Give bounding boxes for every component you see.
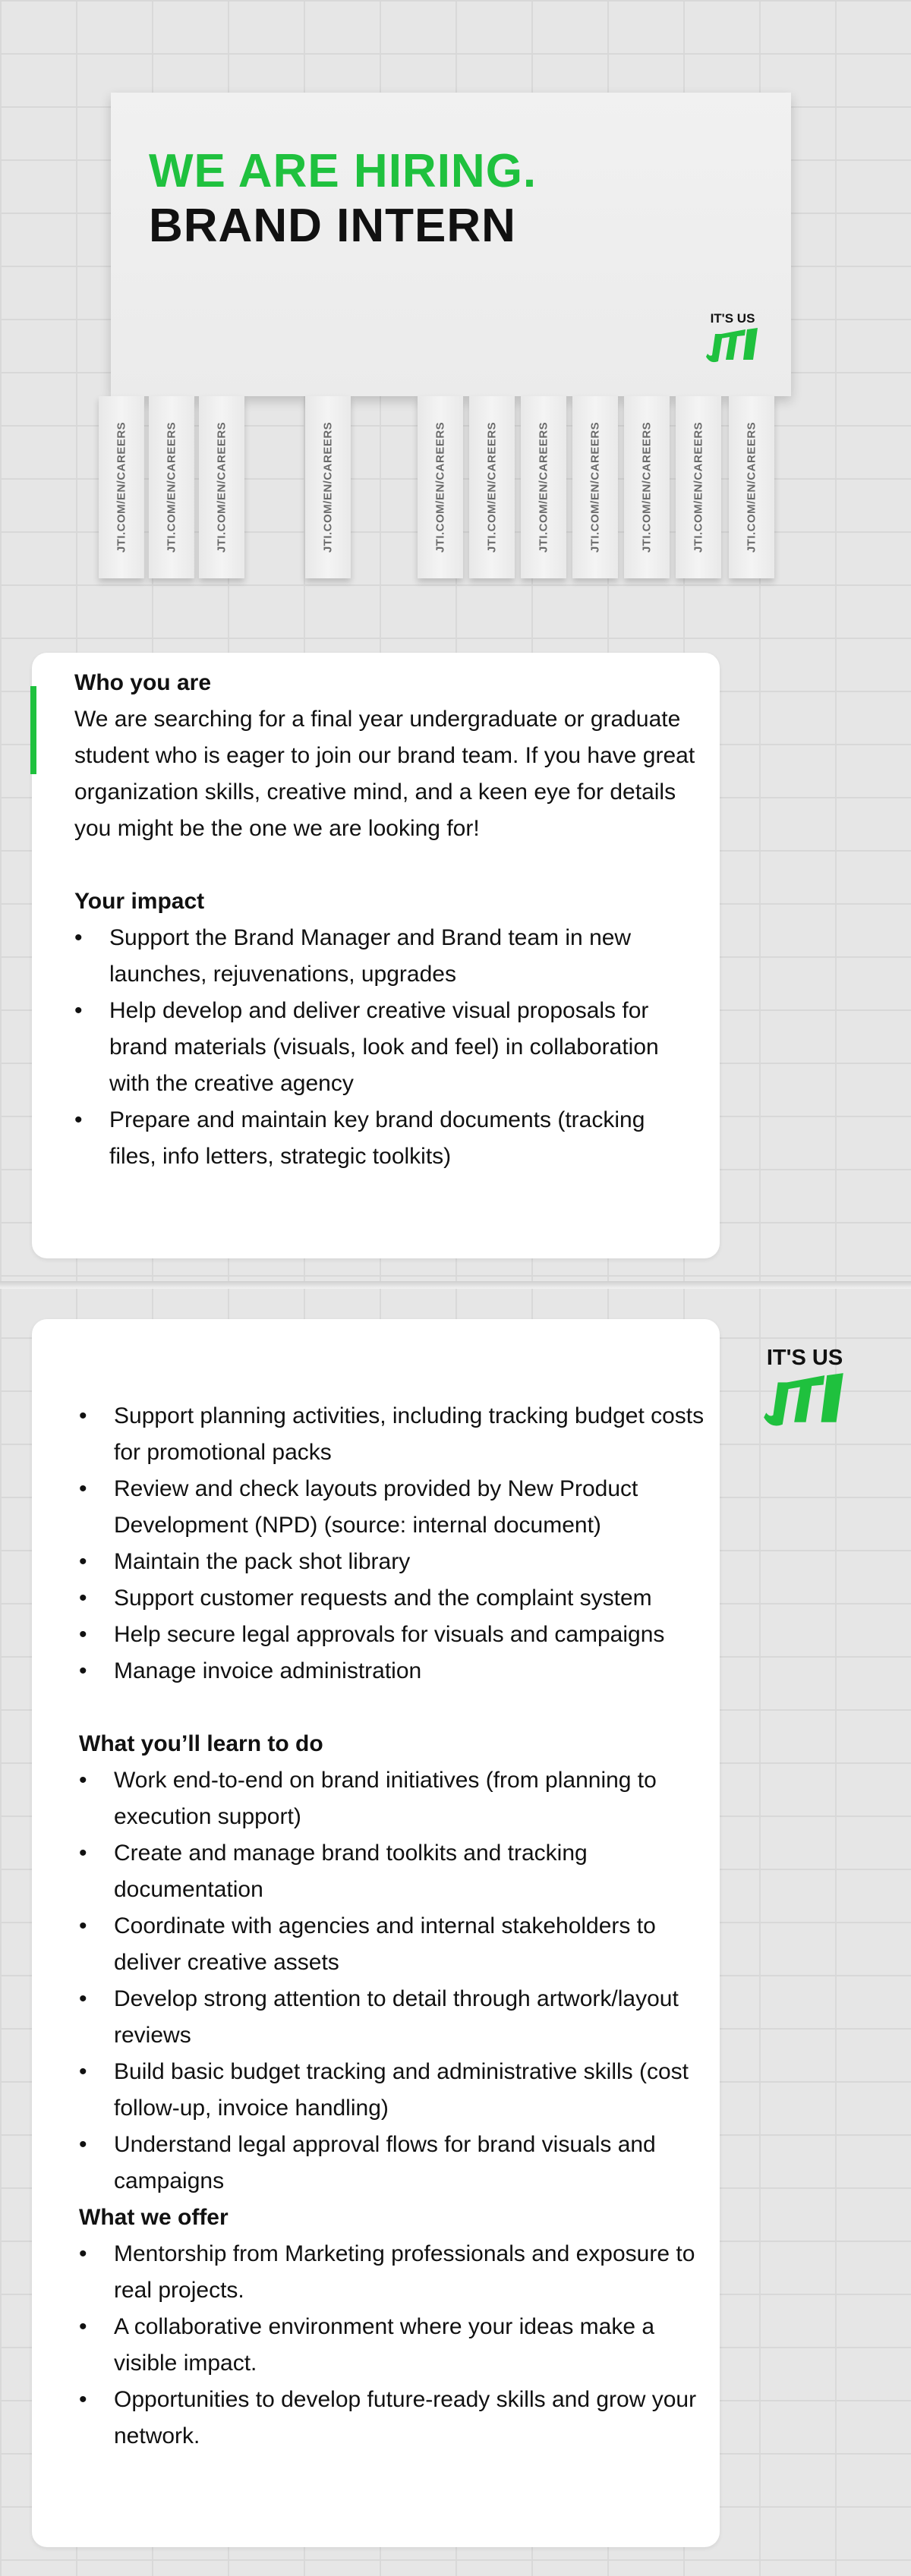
accent-bar <box>30 686 36 774</box>
tear-off-tab: JTI.COM/EN/CAREERS <box>305 396 351 578</box>
tear-off-tab: JTI.COM/EN/CAREERS <box>149 396 194 578</box>
tear-off-tab: JTI.COM/EN/CAREERS <box>469 396 515 578</box>
hiring-headline: WE ARE HIRING. <box>149 145 537 197</box>
tear-off-tab: JTI.COM/EN/CAREERS <box>676 396 721 578</box>
tear-off-tab: JTI.COM/EN/CAREERS <box>572 396 618 578</box>
list-item: • Develop strong attention to detail through artwork/layout reviews <box>79 1981 709 2054</box>
your-impact-heading: Your impact <box>74 889 205 914</box>
your-impact-list <box>74 920 697 1175</box>
list-item: • Build basic budget tracking and administrative skills (cost follow-up, invoice handling) <box>79 2054 709 2127</box>
tear-off-tab: JTI.COM/EN/CAREERS <box>729 396 774 578</box>
jti-logo-icon <box>759 1371 850 1431</box>
role-title: BRAND INTERN <box>149 200 516 252</box>
brand-tagline: IT'S US <box>766 1346 843 1370</box>
jti-logo-icon <box>703 326 762 366</box>
section-divider <box>0 1281 911 1289</box>
offer-heading: What we offer <box>79 2205 229 2230</box>
job-description-card-2 <box>32 1319 720 2547</box>
list-item: • Prepare and maintain key brand documents (tracking files, info letters, strategic toolkits) <box>74 1102 697 1175</box>
list-item: • Help secure legal approvals for visuals and campaigns <box>79 1617 709 1653</box>
tear-off-tab: JTI.COM/EN/CAREERS <box>418 396 463 578</box>
list-item: • Create and manage brand toolkits and tracking documentation <box>79 1835 709 1908</box>
learn-heading: What you’ll learn to do <box>79 1731 323 1756</box>
list-item: • Maintain the pack shot library <box>79 1544 709 1580</box>
list-item: • Support planning activities, including tracking budget costs for promotional packs <box>79 1398 709 1471</box>
list-item: • Opportunities to develop future-ready skills and grow your network. <box>79 2382 709 2455</box>
job-description-card-1 <box>32 653 720 1258</box>
tear-off-tab: JTI.COM/EN/CAREERS <box>199 396 244 578</box>
list-item: • Coordinate with agencies and internal stakeholders to deliver creative assets <box>79 1908 709 1981</box>
impact-continued-list <box>79 1398 709 1690</box>
learn-list <box>79 1762 709 2200</box>
tear-off-tabs <box>99 396 797 578</box>
list-item: • A collaborative environment where your ideas make a visible impact. <box>79 2309 709 2382</box>
tear-off-tab: JTI.COM/EN/CAREERS <box>521 396 566 578</box>
list-item: • Review and check layouts provided by New Product Development (NPD) (source: internal document) <box>79 1471 709 1544</box>
brand-logo-small <box>703 311 762 366</box>
who-you-are-heading: Who you are <box>74 670 212 695</box>
list-item: • Mentorship from Marketing professionals and exposure to real projects. <box>79 2236 709 2309</box>
hiring-poster <box>111 93 791 396</box>
brand-logo-large <box>759 1345 850 1435</box>
list-item: • Manage invoice administration <box>79 1653 709 1690</box>
list-item: • Support customer requests and the complaint system <box>79 1580 709 1617</box>
who-you-are-text: We are searching for a final year undergraduate or graduate student who is eager to join our brand team. If you have great organization skills, creative mind, and a keen eye for details you might be the one we are looking for! <box>74 707 695 841</box>
list-item: • Help develop and deliver creative visual proposals for brand materials (visuals, look and feel) in collaboration with the creative agency <box>74 993 697 1102</box>
list-item: • Understand legal approval flows for brand visuals and campaigns <box>79 2127 709 2200</box>
list-item: • Support the Brand Manager and Brand team in new launches, rejuvenations, upgrades <box>74 920 697 993</box>
tear-off-tab: JTI.COM/EN/CAREERS <box>624 396 670 578</box>
list-item: • Work end-to-end on brand initiatives (from planning to execution support) <box>79 1762 709 1835</box>
tear-off-tab: JTI.COM/EN/CAREERS <box>99 396 144 578</box>
offer-list <box>79 2236 709 2455</box>
brand-tagline: IT'S US <box>710 311 755 326</box>
